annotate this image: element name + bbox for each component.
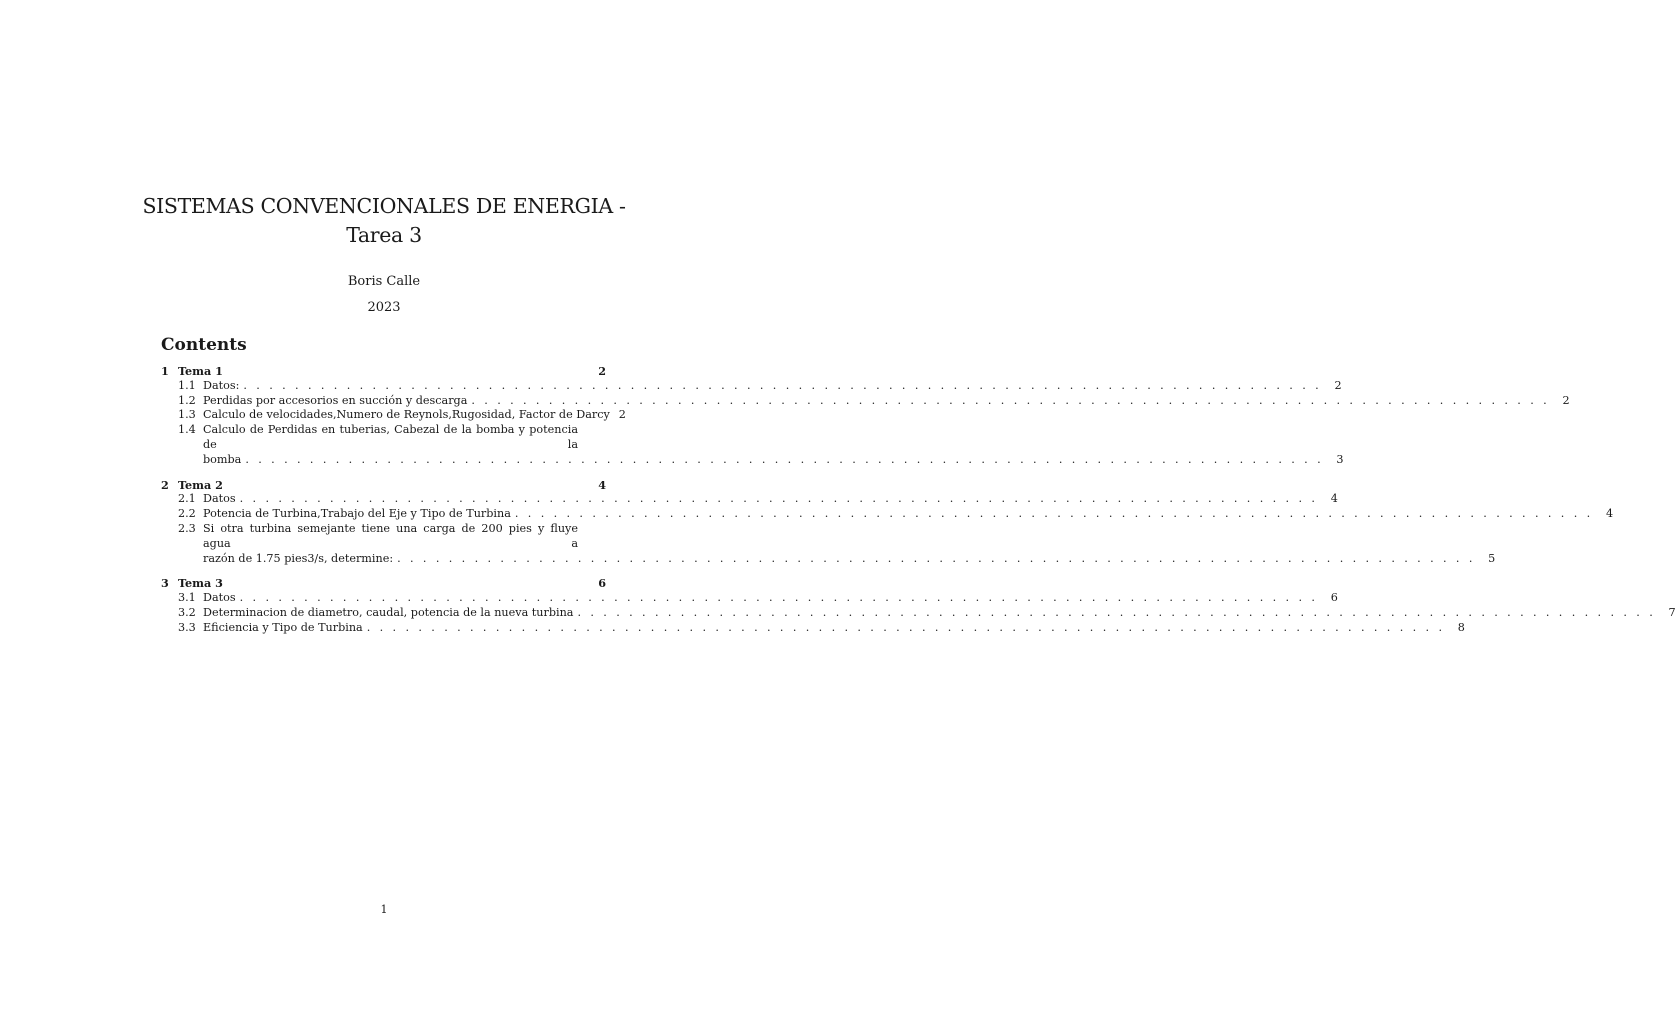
toc-section-number: 1 (161, 364, 169, 378)
toc-leader-dots (515, 507, 1593, 522)
date: 2023 (367, 300, 401, 315)
toc-entry-subsection[interactable] (161, 591, 1338, 606)
toc-entry-subsection[interactable] (161, 507, 1614, 522)
toc-page-number: 7 (1668, 605, 1676, 619)
toc-subsection-label-line-1: Calculo de Perdidas en tuberias, Cabezal de la bomba y potencia de la (203, 423, 578, 451)
toc-subsection-label: Eficiencia y Tipo de Turbina (203, 620, 363, 634)
toc-entry-subsection[interactable] (161, 492, 1338, 507)
toc-subsection-number: 1.2 (178, 393, 196, 407)
toc-subsection-number: 3.3 (178, 620, 196, 634)
toc-page-number: 4 (1330, 492, 1338, 506)
toc-section-label: Tema 2 (178, 477, 223, 492)
toc-subsection-label: Datos (203, 591, 236, 605)
toc-subsection-label: Datos: (203, 378, 240, 392)
toc-entry-subsection[interactable] (161, 521, 1496, 566)
toc-subsection-number: 2.1 (178, 492, 196, 506)
toc-leader-dots (367, 621, 1445, 636)
toc-section-label: Tema 1 (178, 364, 223, 378)
toc-leader-dots (245, 453, 1323, 468)
toc-entry-section[interactable] (161, 364, 606, 379)
toc-section-1 (161, 364, 1570, 468)
toc-page-number: 6 (598, 576, 606, 591)
toc-entry-subsection[interactable] (161, 393, 1570, 409)
toc-entry-subsection[interactable] (161, 408, 626, 423)
toc-section-label: Tema 3 (178, 576, 223, 591)
toc-section-number: 3 (161, 576, 169, 591)
toc-entry-subsection[interactable] (161, 378, 1342, 394)
toc-subsection-label: Determinacion de diametro, caudal, potencia de la nueva turbina (203, 605, 574, 619)
toc-leader-dots (471, 394, 1549, 409)
toc-section-2 (161, 477, 1614, 567)
toc-page-number: 2 (598, 364, 606, 378)
toc-entry-subsection[interactable] (161, 605, 1676, 621)
contents-heading: Contents (161, 335, 247, 355)
toc-subsection-label-line-2: razón de 1.75 pies3/s, determine: (203, 551, 394, 565)
toc-entry-section[interactable] (161, 478, 606, 493)
toc-page-number: 2 (618, 408, 626, 422)
toc-page-number: 2 (1334, 378, 1342, 392)
toc-entry-subsection[interactable] (161, 423, 1344, 467)
toc-section-3 (161, 576, 1676, 635)
toc-subsection-number: 1.1 (178, 378, 196, 392)
toc-page-number: 5 (1488, 551, 1496, 565)
toc-subsection-number: 1.4 (178, 423, 196, 437)
toc-subsection-number: 1.3 (178, 408, 196, 422)
toc-page-number: 4 (1605, 507, 1614, 521)
toc-leader-dots (577, 606, 1655, 621)
title-line-1: SISTEMAS CONVENCIONALES DE ENERGIA - (142, 194, 626, 218)
toc-page-number: 8 (1457, 620, 1465, 634)
page-number: 1 (380, 903, 388, 916)
toc-page-number: 4 (598, 477, 606, 492)
toc-subsection-number: 3.1 (178, 591, 196, 605)
toc-page-number: 2 (1562, 393, 1570, 407)
document-title (0, 192, 768, 250)
toc-leader-dots (243, 379, 1321, 394)
author: Boris Calle (347, 274, 421, 289)
toc-leader-dots (397, 552, 1475, 567)
toc-leader-dots (240, 591, 1318, 606)
toc-subsection-label: Calculo de velocidades,Numero de Reynols,Rugosidad, Factor de Darcy (203, 408, 610, 422)
toc-subsection-number: 2.2 (178, 507, 196, 521)
toc-leader-dots (240, 492, 1318, 507)
toc-subsection-label: Datos (203, 492, 236, 506)
toc-subsection-label: Potencia de Turbina,Trabajo del Eje y Tipo de Turbina (203, 507, 511, 521)
toc-entry-section[interactable] (161, 576, 606, 591)
toc-subsection-label-line-2: bomba (203, 452, 242, 466)
toc-page-number: 3 (1336, 452, 1344, 466)
toc-page-number: 6 (1330, 591, 1338, 605)
toc-subsection-label: Perdidas por accesorios en succión y descarga (203, 393, 468, 407)
table-of-contents (161, 364, 1676, 646)
toc-subsection-label-line-1: Si otra turbina semejante tiene una carga de 200 pies y fluye agua a (203, 521, 578, 550)
title-line-2: Tarea 3 (346, 223, 422, 247)
toc-section-number: 2 (161, 477, 169, 492)
toc-subsection-number: 2.3 (178, 521, 196, 535)
toc-entry-subsection[interactable] (161, 620, 1465, 636)
title-block (0, 192, 768, 316)
toc-subsection-number: 3.2 (178, 605, 196, 619)
